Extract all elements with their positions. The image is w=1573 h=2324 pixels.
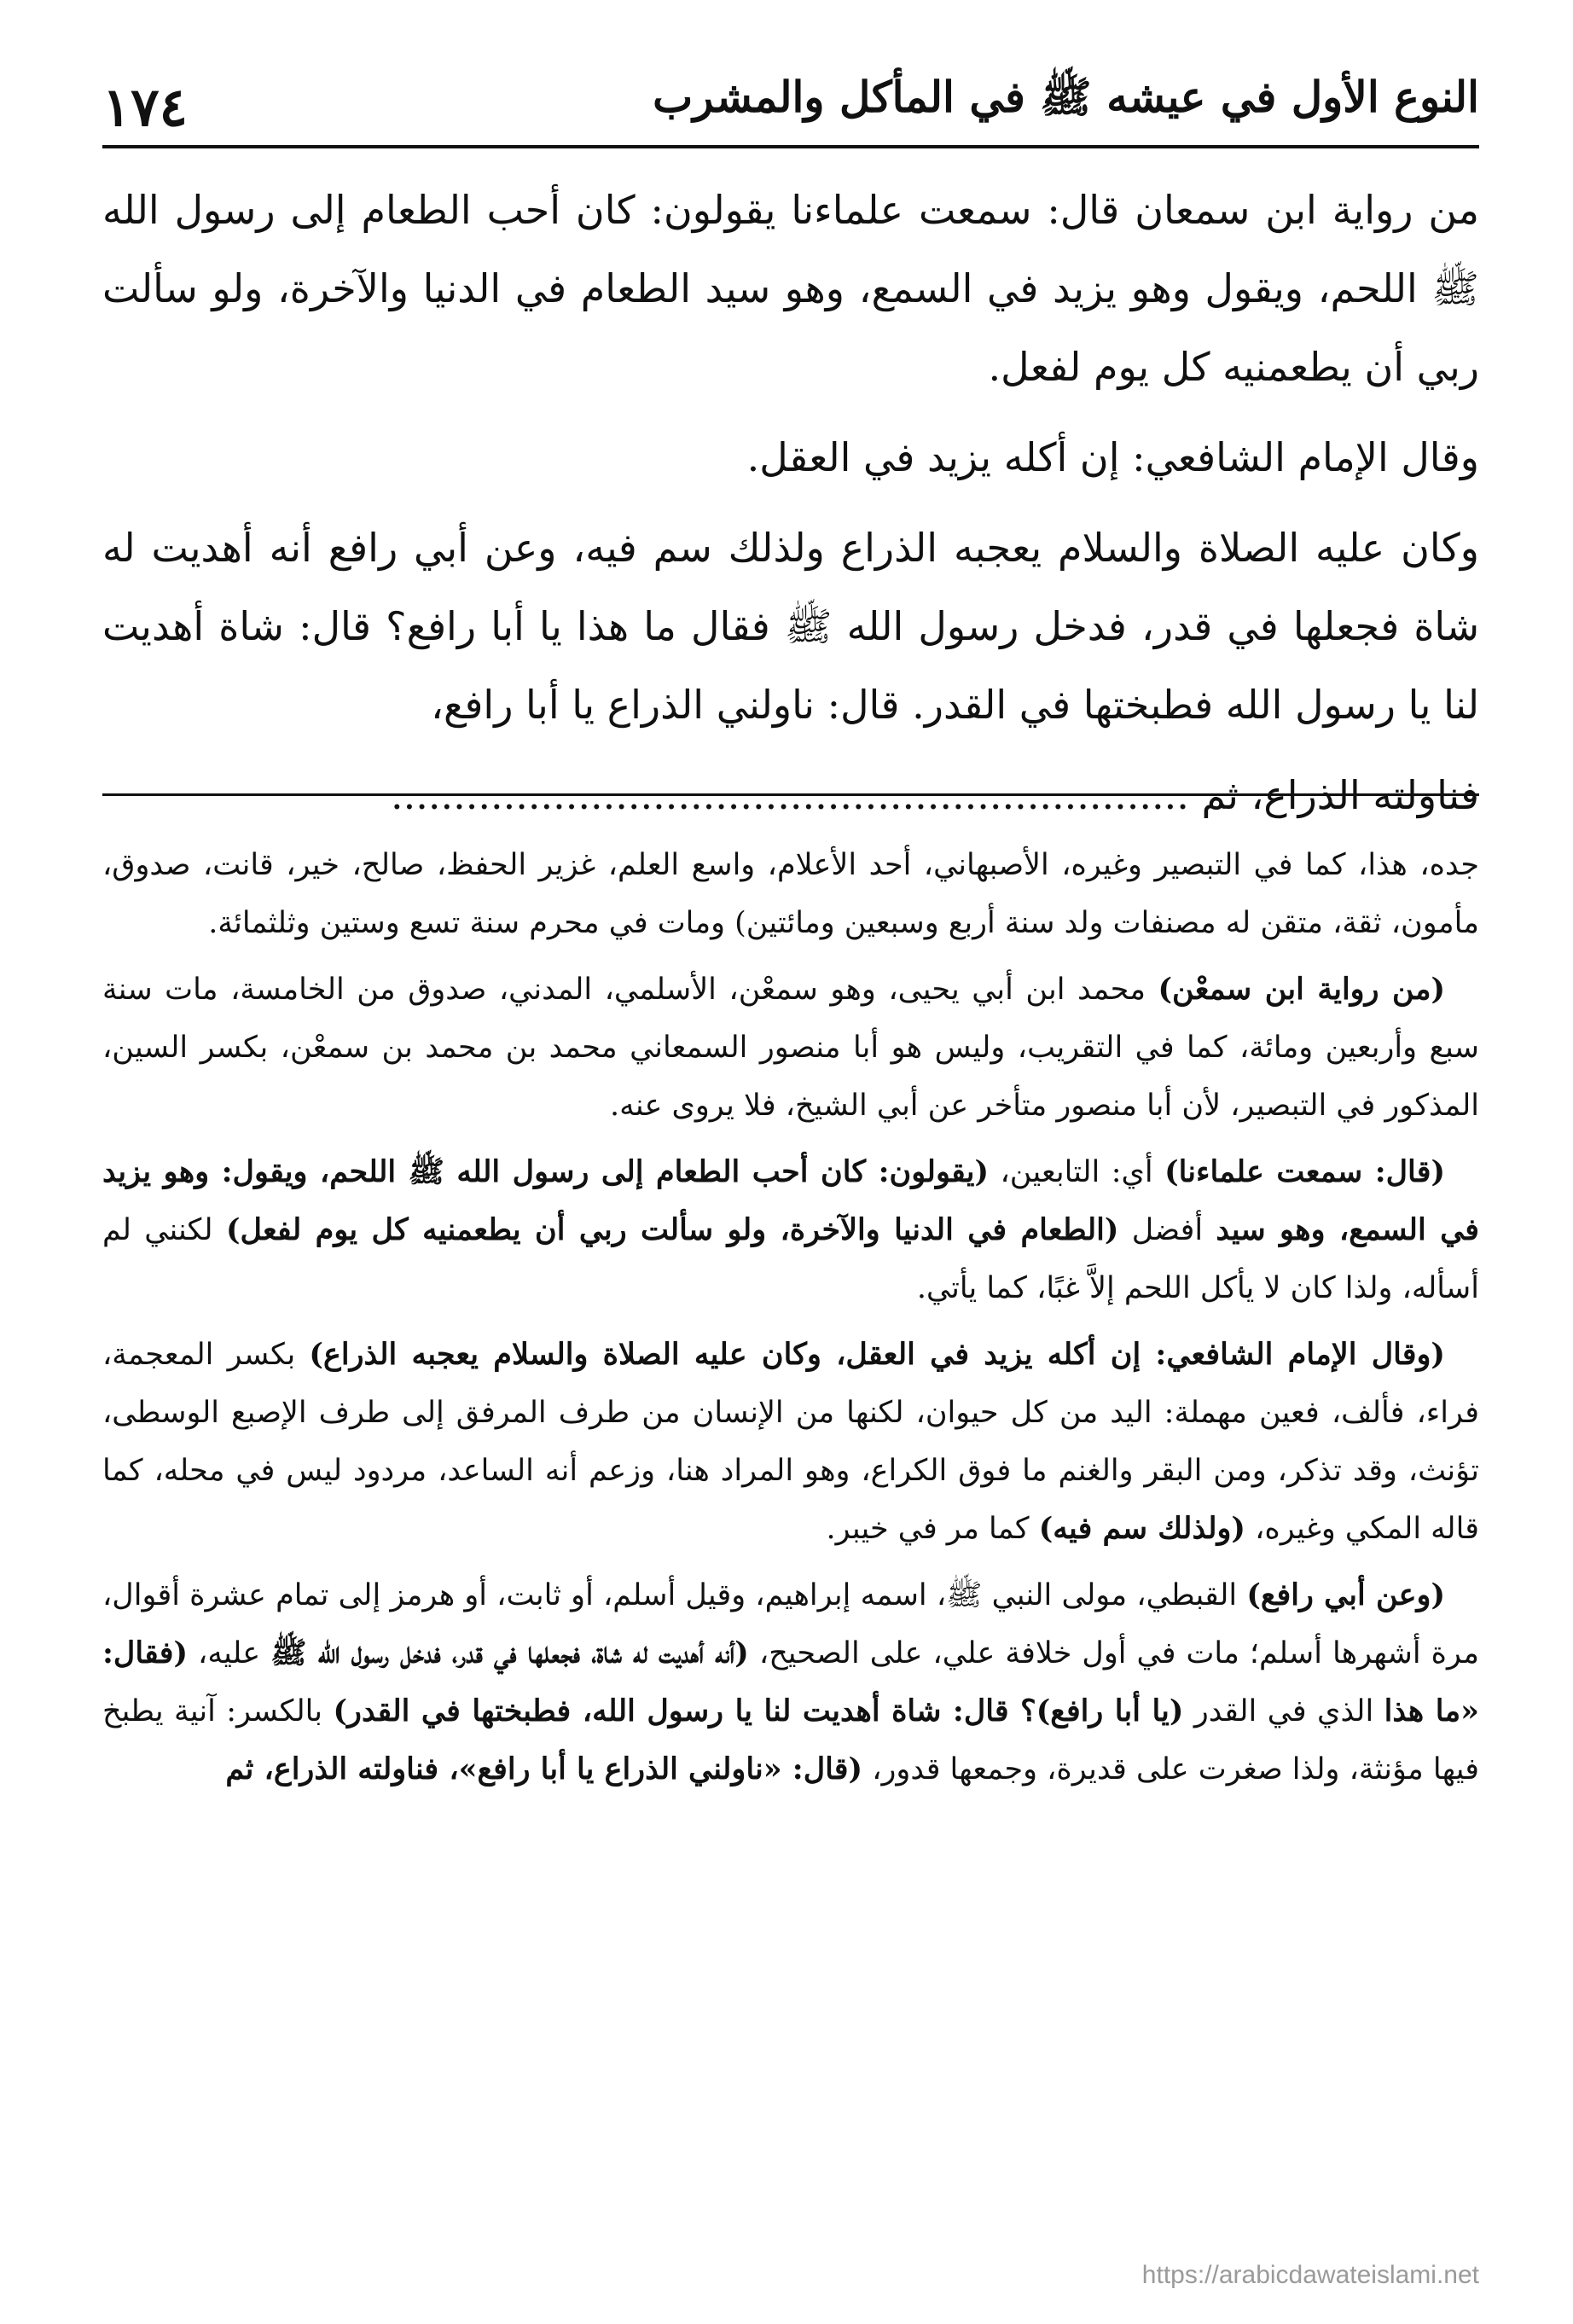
commentary-paragraph-3: [102, 1143, 1479, 1317]
commentary-paragraph-1: جده، هذا، كما في التبصير وغيره، الأصبهاني، أحد الأعلام، واسع العلم، غزير الحفظ، صالح، خير، قانت، صدوق، مأمون، ثقة، متقن له مصنفات ولد سنة أربع وسبعين ومائتين) ومات في محرم سنة تسع وستين وثلثمائة.: [102, 848, 1479, 940]
commentary-text: عليه،: [188, 1636, 271, 1670]
footnote-divider: [102, 793, 1479, 796]
quoted-phrase: (يقولون: كان أحب الطعام إلى رسول الله ﷺ اللحم، ويقول: وهو يزيد في السمع، وهو سيد: [102, 1154, 1479, 1247]
commentary-text: أفضل: [1118, 1213, 1216, 1247]
commentary-text: كما مر في خيبر.: [826, 1512, 1039, 1546]
quoted-phrase: (يا أبا رافع)؟ قال: شاة أهديت لنا يا رسول الله، فطبختها في القدر): [333, 1694, 1184, 1728]
commentary-text: أي: التابعين،: [989, 1155, 1165, 1189]
commentary-text: محمد ابن أبي يحيى، وهو سمعْن، الأسلمي، المدني، صدوق من الخامسة، مات سنة سبع وأربعين ومائة، كما في التقريب، وليس هو أبا منصور السمعاني محمد بن محمد بن سمعْن، بكسر السين، المذكور في التبصير، لأن أبا منصور متأخر عن أبي الشيخ، فلا يروى عنه.: [102, 973, 1479, 1123]
commentary-text: الذي في القدر: [1183, 1694, 1384, 1728]
quoted-phrase: (الطعام في الدنيا والآخرة، ولو سألت ربي أن يطعمنيه كل يوم لفعل): [225, 1212, 1119, 1247]
quoted-phrase: (أنه أهديت له شاة، فجعلها في قدر، فدخل رسول الله ﷺ: [270, 1636, 749, 1670]
commentary-text: لكنني لم أسأله، ولذا كان لا يأكل اللحم إلاَّ غبًا، كما يأتي.: [102, 1213, 1479, 1305]
main-text: [102, 171, 1479, 818]
quoted-phrase: (قال: سمعت علماءنا): [1164, 1154, 1445, 1189]
commentary-text: بكسر المعجمة، فراء، فألف، فعين مهملة: اليد من كل حيوان، لكنها من الإنسان من طرف المرفق إلى طرف الإصبع الوسطى، تؤنث، وقد تذكر، ومن البقر والغنم ما فوق الكراع، وهو المراد هنا، وزعم أنه الساعد، مردود ليس في محله، كما قاله المكي وغيره،: [102, 1338, 1479, 1546]
commentary: [102, 836, 1479, 2218]
watermark-url: https://arabicdawateislami.net: [1141, 2261, 1479, 2289]
quoted-phrase: (قال: «ناولني الذراع يا أبا رافع»، فناولته الذراع، ثم: [225, 1752, 863, 1787]
commentary-paragraph-2: [102, 961, 1479, 1135]
page-number: ١٧٤: [102, 76, 188, 138]
quoted-phrase: (وقال الإمام الشافعي: إن أكله يزيد في العقل، وكان عليه الصلاة والسلام يعجبه الذراع): [309, 1337, 1445, 1372]
quoted-phrase: (وعن أبي رافع): [1246, 1577, 1446, 1612]
main-paragraph-1: من رواية ابن سمعان قال: سمعت علماءنا يقولون: كان أحب الطعام إلى رسول الله ﷺ اللحم، ويقول وهو يزيد في السمع، وهو سيد الطعام في الدنيا والآخرة، ولو سألت ربي أن يطعمنيه كل يوم لفعل.: [102, 187, 1479, 390]
main-paragraph-2: وقال الإمام الشافعي: إن أكله يزيد في العقل.: [746, 434, 1479, 480]
quoted-phrase: (من رواية ابن سمعْن): [1158, 972, 1446, 1007]
commentary-paragraph-4: [102, 1326, 1479, 1558]
main-paragraph-3: وكان عليه الصلاة والسلام يعجبه الذراع ولذلك سم فيه، وعن أبي رافع أنه أهديت له شاة فجعلها في قدر، فدخل رسول الله ﷺ فقال ما هذا يا أبا رافع؟ قال: شاة أهديت لنا يا رسول الله فطبختها في القدر. قال: ناولني الذراع يا أبا رافع،: [102, 525, 1479, 728]
page-header: [102, 60, 1479, 148]
commentary-text: القبطي، مولى النبي ﷺ، اسمه إبراهيم، وقيل أسلم، أو ثابت، أو هرمز إلى تمام عشرة أقوال، مرة أشهرها أسلم؛ مات في أول خلافة علي، على الصحيح،: [102, 1578, 1479, 1670]
quoted-phrase: (ولذلك سم فيه): [1038, 1511, 1245, 1546]
quoted-phrase: (فقال: «ما هذا: [102, 1636, 1480, 1728]
commentary-text: بالكسر: آنية يطبخ فيها مؤنثة، ولذا صغرت على قديرة، وجمعها قدور،: [102, 1694, 1479, 1787]
commentary-paragraph-5: [102, 1566, 1479, 1798]
running-title: النوع الأول في عيشه ﷺ في المأكل والمشرب: [653, 72, 1479, 122]
main-continuation-line: فناولته الذراع، ثم ................................................................: [391, 772, 1479, 818]
